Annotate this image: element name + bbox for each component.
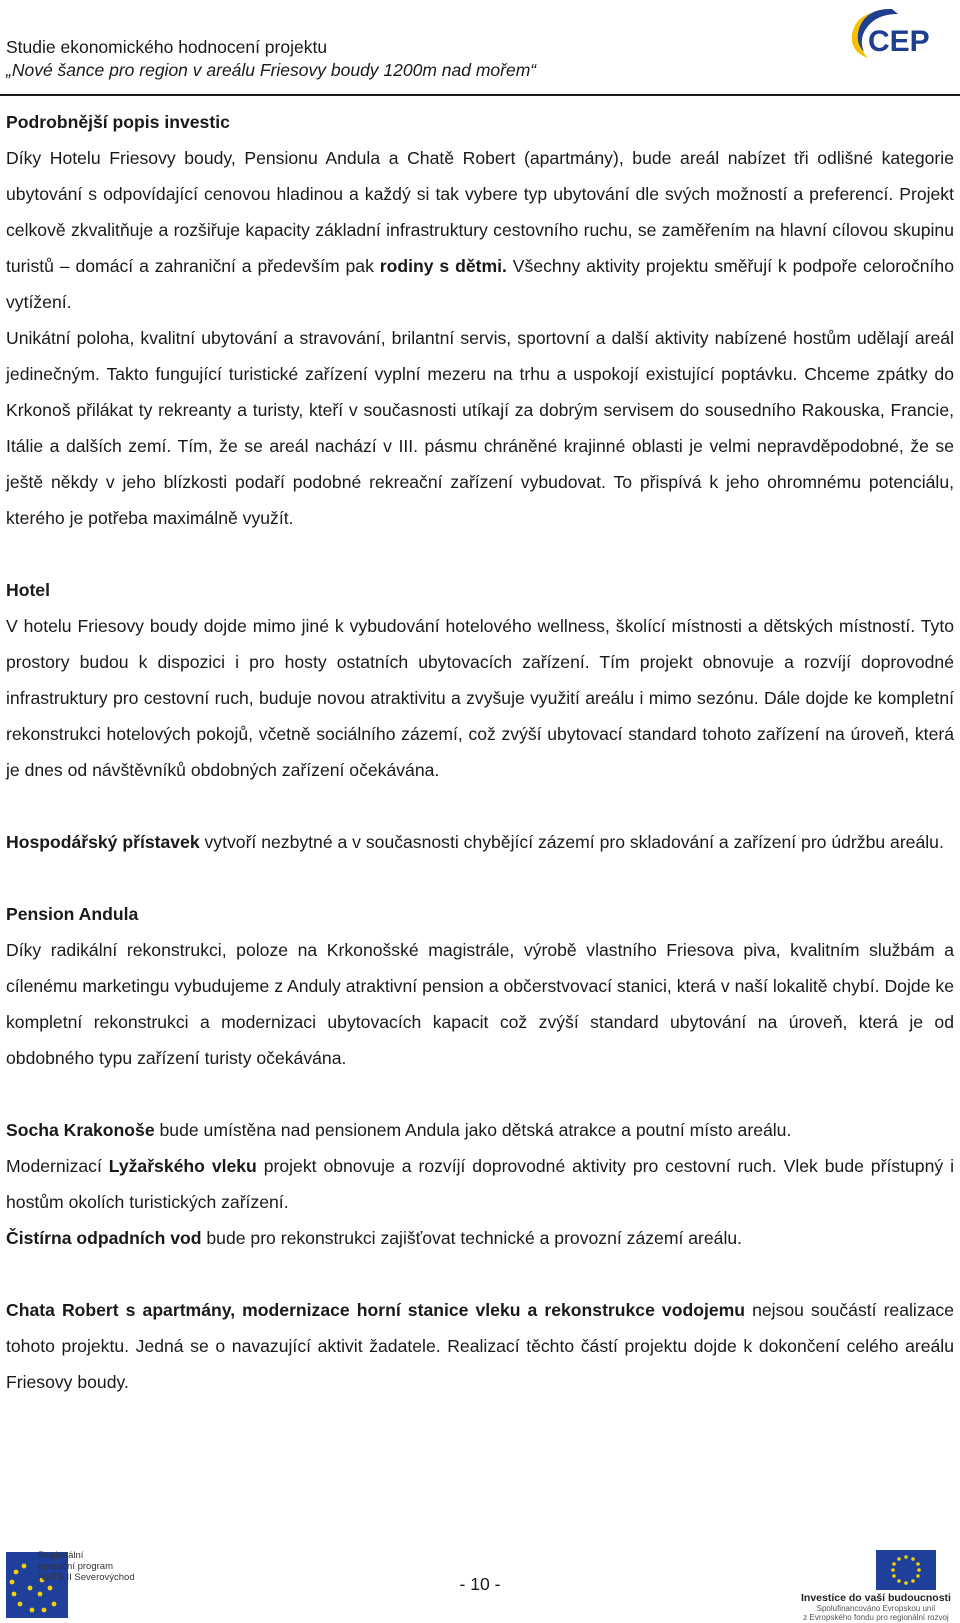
paragraph-hotel: V hotelu Friesovy boudy dojde mimo jiné k vybudování hotelového wellness, školící místnosti a dětských místností. Tyto prostory budou k dispozici i pro hosty ostatních ubytovacích zařízení. Tím projekt obnovuje a rozvíjí doprovodné infrastruktury pro cestovní ruch, buduje novou atraktivitu a zvyšuje využití areálu i mimo sezónu. Dále dojde ke kompletní rekonstrukci hotelových pokojů, včetně sociálního zázemí, což zvýší ubytovací standard tohoto zařízení na úroveň, která je dnes od návštěvníků obdobných zařízení očekávána. xyxy=(6,616,954,780)
section-heading-andula: Pension Andula xyxy=(6,904,139,924)
header-divider xyxy=(0,94,960,96)
main-content xyxy=(6,104,954,1400)
paragraph-robert: Chata Robert s apartmány, modernizace horní stanice vleku a rekonstrukce vodojemu nejsou součástí realizace tohoto projektu. Jedná se o navazující aktivit žadatele. Realizací těchto částí projektu dojde k dokončení celého areálu Friesovy boudy. xyxy=(6,1300,954,1392)
paragraph-socha: Socha Krakonoše bude umístěna nad pensionem Andula jako dětská atrakce a poutní místo areálu. xyxy=(6,1120,792,1140)
document-title xyxy=(6,36,536,82)
title-line-1: Studie ekonomického hodnocení projektu xyxy=(6,37,328,57)
page-number: - 10 - xyxy=(459,1574,501,1594)
paragraph-investice-2: Unikátní poloha, kvalitní ubytování a stravování, brilantní servis, sportovní a další aktivity nabízené hostům udělají areál jedinečným. Takto fungující turistické zařízení vyplní mezeru na trhu a uspokojí existující poptávku. Chceme zpátky do Krkonoš přilákat ty rekreanty a turisty, kteří v současnosti utíkají za dobrým servisem do sousedního Rakouska, Francie, Itálie a dalších zemí. Tím, že se areál nachází v III. pásmu chráněné krajinné oblasti je velmi nepravděpodobné, že se ještě někdy v jeho blízkosti podaří podobné rekreační zařízení vybudovat. To přispívá k jeho ohromnému potenciálu, kterého je potřeba maximálně využít. xyxy=(6,328,954,528)
cep-logo xyxy=(838,4,958,64)
section-heading-hotel: Hotel xyxy=(6,580,50,600)
section-heading-investice: Podrobnější popis investic xyxy=(6,112,230,132)
paragraph-cov: Čistírna odpadních vod bude pro rekonstrukci zajišťovat technické a provozní zázemí areálu. xyxy=(6,1228,743,1248)
eu-slogan: Investice do vaší budoucnosti Spolufinancováno Evropskou unií z Evropského fondu pro regionální rozvoj xyxy=(801,1592,951,1622)
page-footer xyxy=(0,1548,960,1623)
logo-text: CEP xyxy=(868,25,930,58)
page-header xyxy=(0,0,960,100)
paragraph-investice-1: Díky Hotelu Friesovy boudy, Pensionu Andula a Chatě Robert (apartmány), bude areál nabízet tři odlišné kategorie ubytování s odpovídající cenovou hladinou a každý si tak vybere typ ubytování dle svých možností a preferencí. Projekt celkově zkvalitňuje a rozšiřuje kapacity základní infrastruktury cestovního ruchu, se zaměřením na hlavní cílovou skupinu turistů – domácí a zahraniční a především pak rodiny s dětmi. Všechny aktivity projektu směřují k podpoře celoročního vytížení. xyxy=(6,148,954,312)
title-line-2: „Nové šance pro region v areálu Friesovy boudy 1200m nad mořem“ xyxy=(6,60,537,80)
paragraph-vlek: Modernizací Lyžařského vleku projekt obnovuje a rozvíjí doprovodné aktivity pro cestovní ruch. Vlek bude přístupný i hostům okolích turistických zařízení. xyxy=(6,1156,954,1212)
paragraph-pristavek: Hospodářský přístavek vytvoří nezbytné a v současnosti chybějící zázemí pro skladování a zařízení pro údržbu areálu. xyxy=(6,832,944,852)
paragraph-andula: Díky radikální rekonstrukci, poloze na Krkonošské magistrále, výrobě vlastního Friesova piva, kvalitním službám a cílenému marketingu vybudujeme z Anduly atraktivní pension a občerstvovací stanici, která v naší lokalitě chybí. Dojde ke kompletní rekonstrukci a modernizaci ubytovacích kapacit což zvýší standard ubytování na úroveň, která je od obdobného typu zařízení turisty očekávána. xyxy=(6,940,954,1068)
rop-label: Regionální operační program NUTS II Severovýchod xyxy=(38,1550,135,1583)
eu-flag-right-icon xyxy=(876,1550,936,1590)
